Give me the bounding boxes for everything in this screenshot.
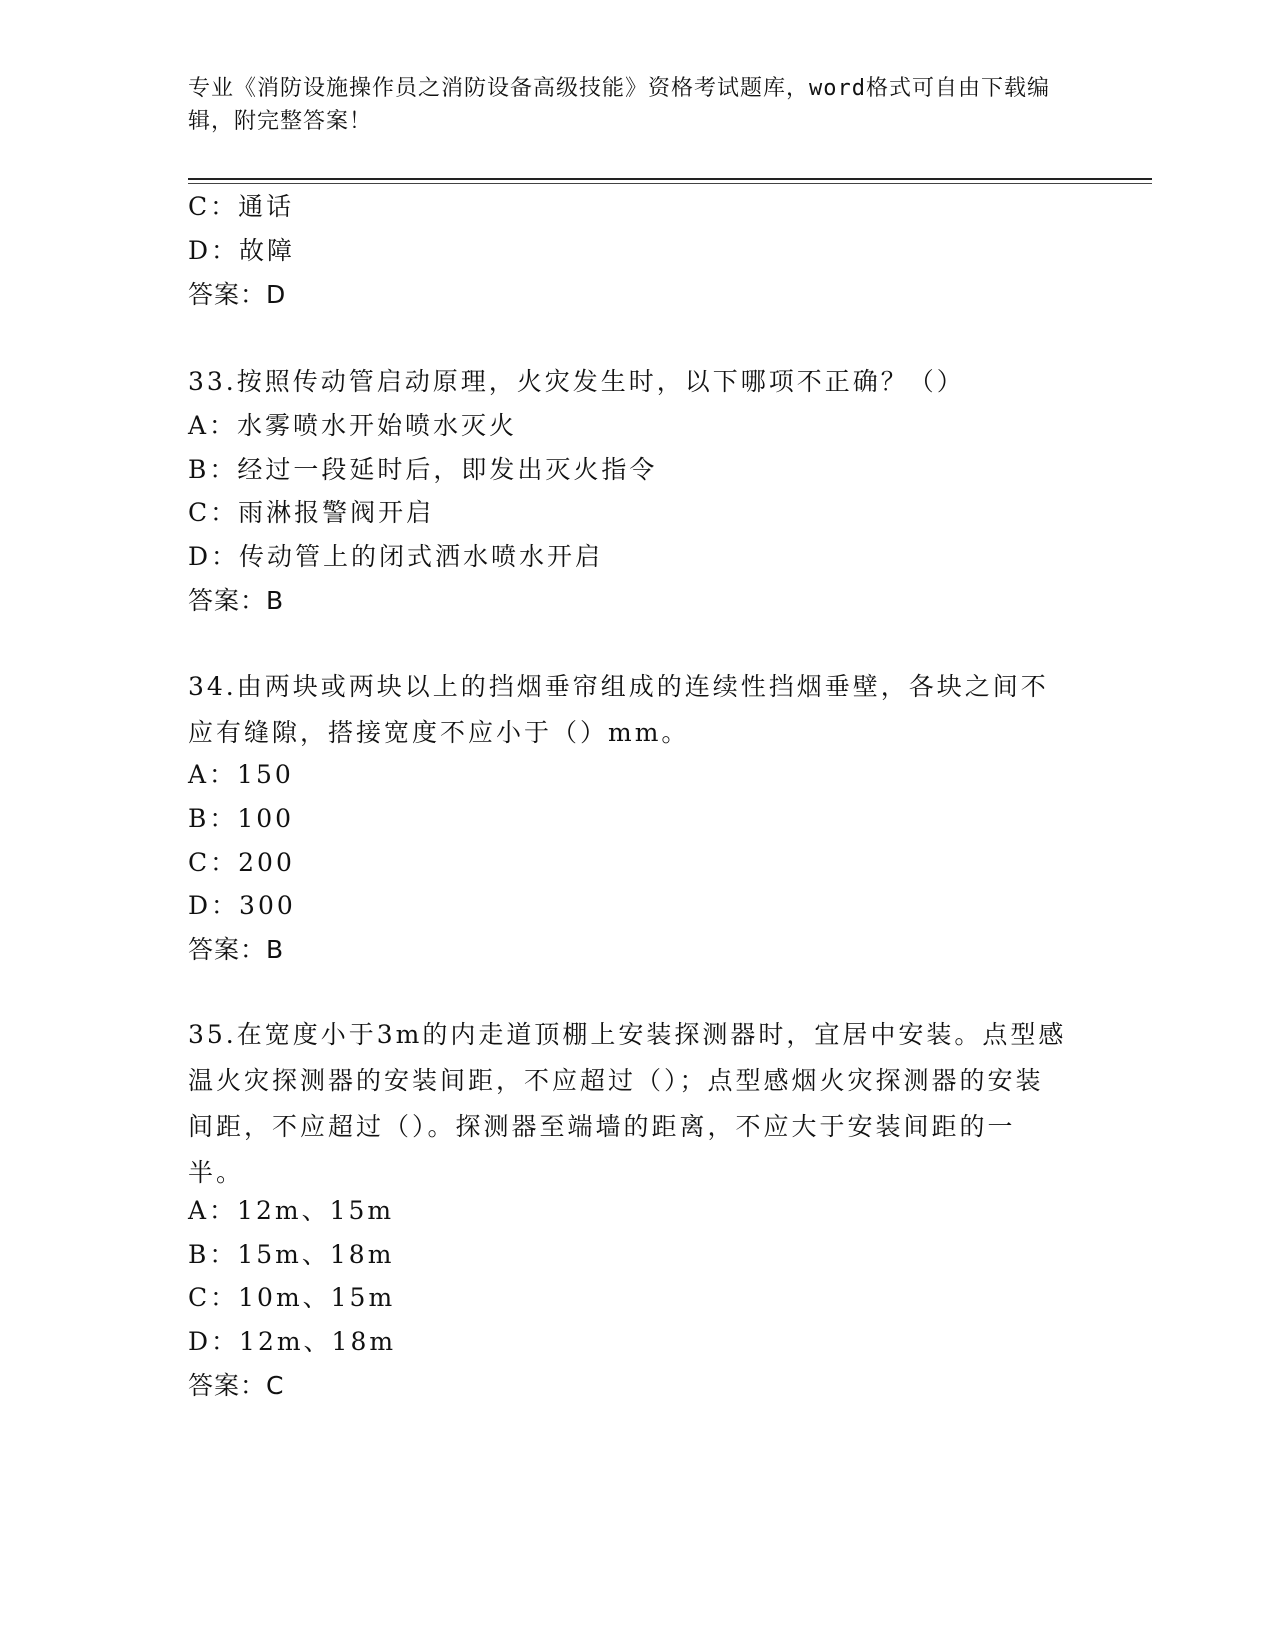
- question-35-stem: 35.在宽度小于3m的内走道顶棚上安装探测器时，宜居中安装。点型感温火灾探测器的安装间距，不应超过（）；点型感烟火灾探测器的安装间距，不应超过（）。探测器至端墙的距离，不应大于安装间距的一半。: [188, 1020, 1067, 1187]
- question-33-option-d: D：传动管上的闭式洒水喷水开启: [188, 542, 604, 571]
- document-header: 专业《消防设施操作员之消防设备高级技能》资格考试题库，word格式可自由下载编辑，附完整答案！: [188, 76, 1050, 134]
- answer-line: 答案：D: [188, 280, 287, 309]
- question-33-option-a: A：水雾喷水开始喷水灭火: [188, 411, 518, 440]
- question-33-option-b: B：经过一段延时后，即发出灭火指令: [188, 455, 658, 484]
- question-35-option-b: B：15m、18m: [188, 1240, 395, 1269]
- question-33-stem: 33.按照传动管启动原理，火灾发生时，以下哪项不正确？（）: [188, 367, 965, 396]
- question-34-option-d: D：300: [188, 891, 296, 920]
- question-34-option-b: B：100: [188, 804, 295, 833]
- question-34-option-a: A：150: [188, 760, 294, 789]
- option-d: D：故障: [188, 236, 296, 265]
- header-divider-thick: [188, 178, 1152, 180]
- question-35-answer: 答案：C: [188, 1371, 285, 1400]
- question-35-option-c: C：10m、15m: [188, 1283, 396, 1312]
- question-33-answer: 答案：B: [188, 586, 285, 615]
- question-34-answer: 答案：B: [188, 935, 285, 964]
- question-33-option-c: C：雨淋报警阀开启: [188, 498, 435, 527]
- question-34-stem: 34.由两块或两块以上的挡烟垂帘组成的连续性挡烟垂壁，各块之间不应有缝隙，搭接宽度不应小于（）mm。: [188, 672, 1049, 747]
- header-divider-thin: [188, 183, 1152, 184]
- option-c: C：通话: [188, 192, 295, 221]
- question-35-option-a: A：12m、15m: [188, 1196, 395, 1225]
- question-35-option-d: D：12m、18m: [188, 1327, 397, 1356]
- question-34-option-c: C：200: [188, 848, 295, 877]
